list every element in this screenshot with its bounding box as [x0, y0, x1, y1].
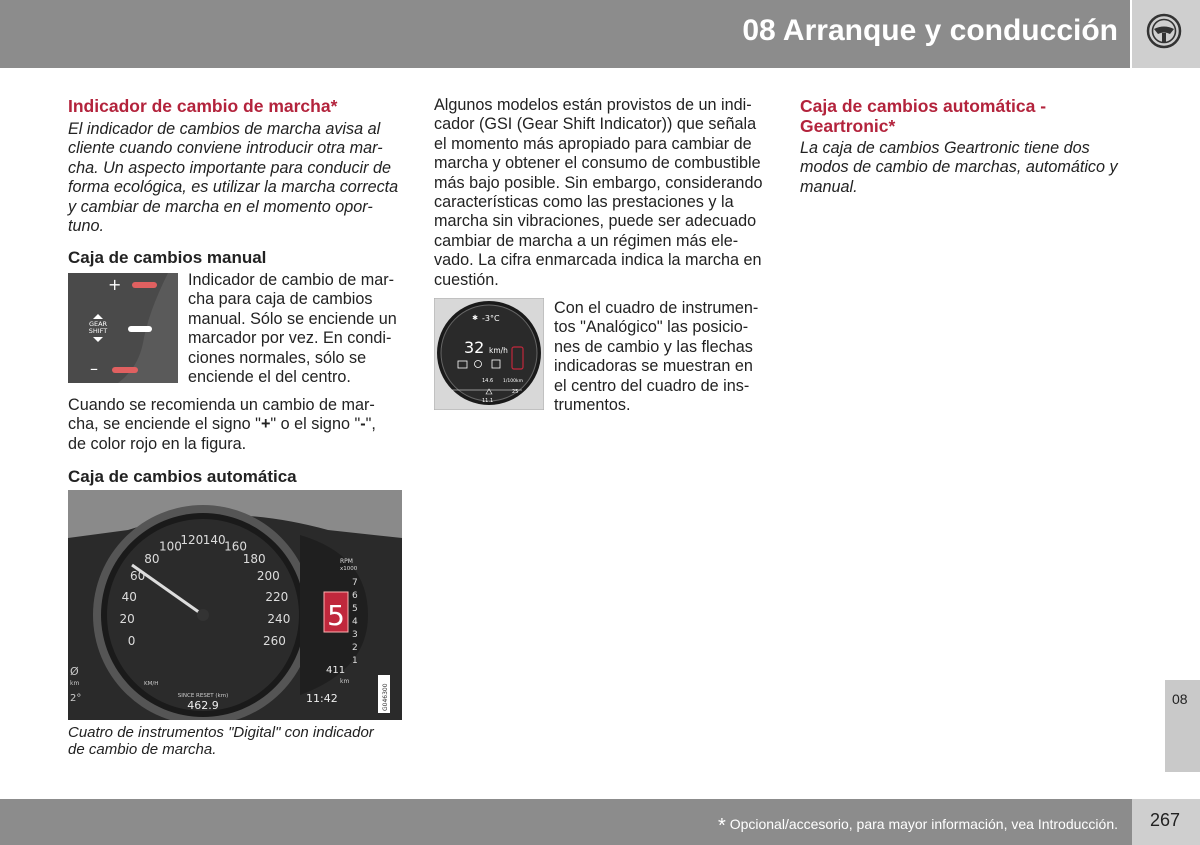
display-speed: 32	[464, 338, 485, 357]
speed-label: 0	[127, 633, 136, 648]
chapter-tab-label: 08	[1172, 691, 1188, 707]
text-line: vado. La cifra enmarcada indica la marcha en	[434, 251, 762, 270]
analog-description	[554, 299, 774, 415]
steering-wheel-icon	[1145, 12, 1183, 50]
speed-label: 100	[158, 539, 182, 554]
rpm-label: 1	[352, 656, 358, 666]
speed-label: 240	[267, 612, 291, 627]
caption-line: Cuatro de instrumentos "Digital" con indicador	[68, 724, 374, 741]
rpm-label: 2	[352, 643, 358, 653]
outside-temp: 2°	[70, 693, 82, 704]
gear-label: GEAR	[88, 320, 108, 328]
manual-shift-indicator-figure	[68, 273, 178, 383]
geartronic-intro	[800, 139, 1140, 197]
rpm-label: 5	[352, 604, 358, 614]
rpm-label: 4	[352, 617, 358, 627]
text-line: ciones normales, sólo se	[188, 348, 367, 367]
speed-label: 60	[130, 569, 146, 584]
rpm-scale-ticks	[352, 578, 358, 666]
asterisk: *	[718, 815, 726, 837]
speed-label: 200	[256, 569, 280, 584]
text-line: de color rojo en la figura.	[68, 434, 247, 453]
speed-unit: KM/H	[144, 681, 159, 687]
minus-symbol: -	[360, 415, 366, 434]
gear-indicator: 5	[327, 599, 345, 632]
text-line: el centro del cuadro de ins-	[554, 376, 750, 395]
recommend-paragraph	[68, 396, 408, 454]
speed-label: 20	[119, 612, 135, 627]
text-line: manual. Sólo se enciende un	[188, 309, 397, 328]
analog-display-figure	[434, 298, 544, 410]
rpm-scale: x1000	[340, 566, 358, 572]
rpm-label: 6	[352, 591, 358, 601]
display-consumption: 14.6	[482, 378, 494, 384]
footer-note: * Opcional/accesorio, para mayor información, vea Introducción.	[718, 815, 1118, 837]
text-line: y cambiar de marcha en el momento opor-	[68, 197, 373, 216]
range-unit: km	[340, 678, 350, 685]
manual-heading: Caja de cambios manual	[68, 248, 267, 268]
text-line: enciende el del centro.	[188, 368, 351, 387]
text-line: cha, se enciende el signo "+" o el signo "-",	[68, 415, 376, 434]
speed-label: 120	[180, 532, 204, 547]
text-line: nes de cambio y las flechas	[554, 337, 753, 356]
text-line: cha para caja de cambios	[188, 290, 373, 309]
speed-label: 260	[262, 633, 286, 648]
shift-label: SHIFT	[88, 327, 108, 335]
rpm-label: 3	[352, 630, 358, 640]
text-line: indicadoras se muestran en	[554, 357, 753, 376]
display-speed-unit: km/h	[489, 346, 508, 355]
text-line: modos de cambio de marchas, automático y	[800, 158, 1118, 177]
geartronic-heading: Caja de cambios automática - Geartronic*	[800, 96, 1047, 136]
auto-heading: Caja de cambios automática	[68, 467, 297, 486]
speed-label: 40	[121, 589, 137, 604]
rpm-label: 7	[352, 578, 358, 588]
clock: 11:42	[306, 692, 338, 705]
speed-label: 140	[202, 532, 226, 547]
text-line: cambiar de marcha a un régimen más ele-	[434, 231, 739, 250]
avg-symbol: Ø	[70, 665, 79, 678]
text-line: marcha sin vibraciones, puede ser adecuado	[434, 212, 757, 231]
speed-label: 180	[242, 551, 266, 566]
digital-cluster-figure	[68, 490, 402, 720]
range-value: 411	[326, 665, 346, 676]
text-line: Con el cuadro de instrumen-	[554, 299, 759, 317]
rpm-label: RPM	[340, 558, 353, 565]
text-line: marcador por vez. En condi-	[188, 329, 392, 348]
text-line: El indicador de cambios de marcha avisa al	[68, 120, 381, 138]
minus-sign: –	[90, 359, 98, 378]
text-line: cuestión.	[434, 270, 499, 289]
text-line: tos "Analógico" las posicio-	[554, 318, 749, 337]
column-right	[800, 96, 1140, 197]
figure-code: G046300	[382, 683, 389, 711]
trip-value: 462.9	[187, 699, 219, 712]
text-line: trumentos.	[554, 396, 631, 415]
display-temp: -3°C	[482, 314, 500, 323]
text-line: más bajo posible. Sin embargo, considerando	[434, 173, 763, 192]
display-right-num: 25	[512, 389, 519, 395]
speed-label: 160	[224, 539, 248, 554]
text-line: cliente cuando conviene introducir otra mar-	[68, 139, 383, 158]
text-line: La caja de cambios Geartronic tiene dos	[800, 139, 1090, 157]
gsi-intro	[68, 120, 403, 236]
text-line: el momento más apropiado para cambiar de	[434, 134, 752, 153]
column-middle	[434, 96, 774, 290]
display-odo: 11.1	[482, 398, 494, 404]
figure-caption	[68, 724, 408, 758]
left-unit: km	[70, 680, 80, 687]
text-line: Algunos modelos están provistos de un indi-	[434, 96, 752, 114]
text-line: forma ecológica, es utilizar la marcha correcta	[68, 178, 399, 197]
text-line: características como las prestaciones y la	[434, 193, 734, 212]
speed-label: 220	[265, 589, 289, 604]
text-line: cador (GSI (Gear Shift Indicator)) que señala	[434, 115, 757, 134]
text-line: manual.	[800, 177, 858, 196]
text-line: Indicador de cambio de mar-	[188, 271, 395, 289]
manual-description	[188, 271, 408, 387]
text-line: cha. Un aspecto importante para conducir de	[68, 158, 392, 177]
page-number: 267	[1150, 810, 1181, 830]
display-consumption-unit: 1/100km	[503, 379, 523, 384]
gsi-heading: Indicador de cambio de marcha*	[68, 96, 338, 116]
text-line: marcha y obtener el consumo de combustible	[434, 154, 761, 173]
since-reset-label: SINCE RESET (km)	[177, 693, 229, 699]
caption-line: de cambio de marcha.	[68, 741, 217, 758]
text-line: Cuando se recomienda un cambio de mar-	[68, 396, 375, 414]
plus-sign: +	[108, 275, 122, 294]
svg-text:✱: ✱	[472, 314, 478, 322]
chapter-title: 08 Arranque y conducción	[742, 14, 1118, 47]
auto-heading-wrap	[68, 467, 408, 486]
text-line: tuno.	[68, 217, 105, 236]
speed-label: 80	[144, 551, 160, 566]
column-left	[68, 96, 403, 268]
plus-symbol: +	[260, 415, 271, 434]
